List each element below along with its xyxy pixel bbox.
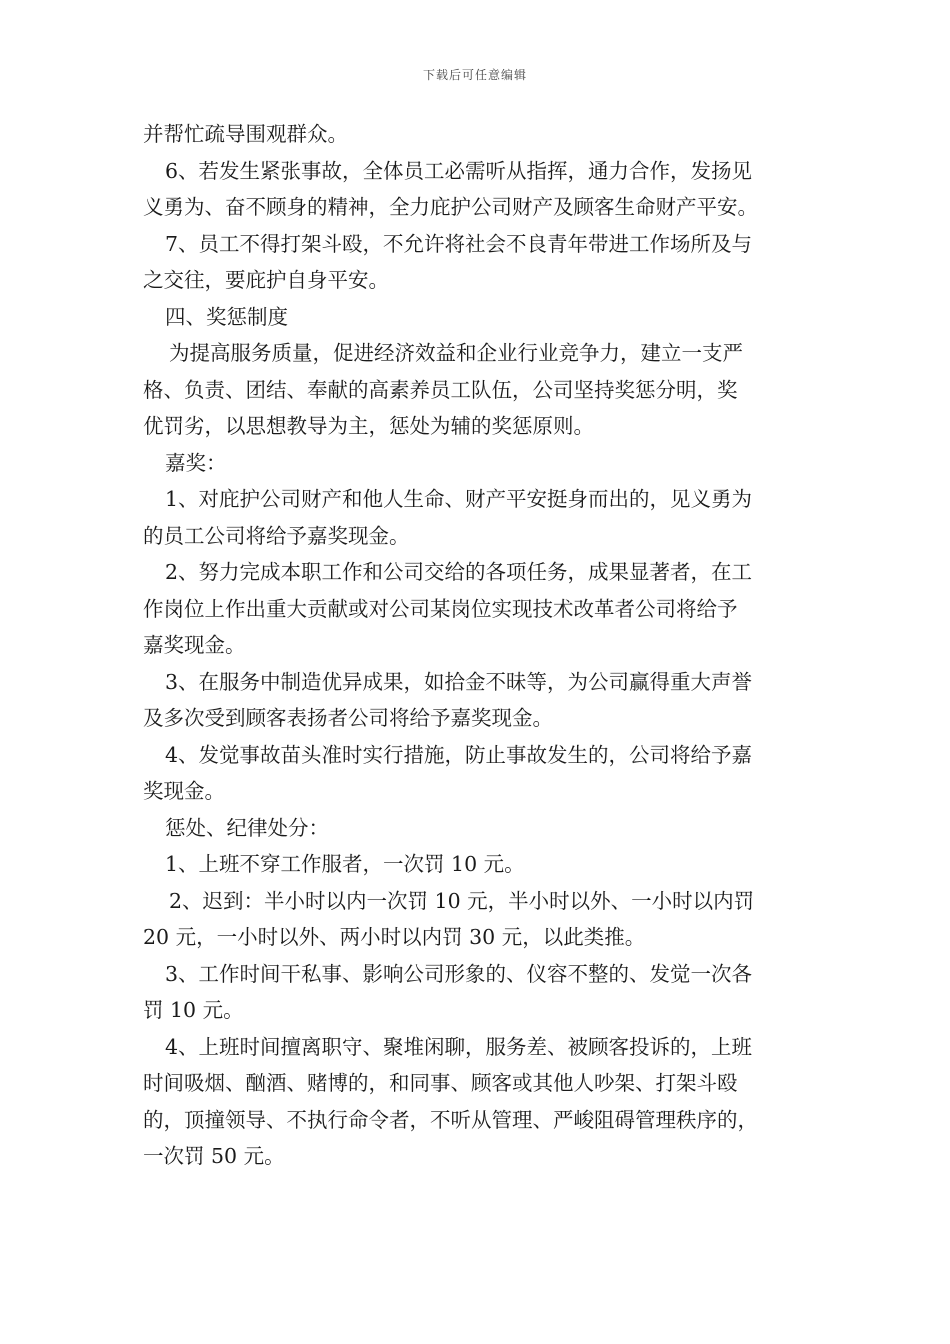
text-line: 1、对庇护公司财产和他人生命、财产平安挺身而出的，见义勇为 [165, 487, 753, 511]
text-line: 20 元，一小时以外、两小时以内罚 30 元，以此类推。 [143, 925, 646, 949]
text-line: 3、在服务中制造优异成果，如拾金不昧等，为公司赢得重大声誉 [165, 669, 753, 694]
text-line: 罚 10 元。 [143, 998, 244, 1022]
text-line: 时间吸烟、酗酒、赌博的，和同事、顾客或其他人吵架、打架斗殴 [143, 1071, 738, 1095]
text-line: 优罚劣，以思想教导为主，惩处为辅的奖惩原则。 [143, 414, 594, 438]
text-line: 4、发觉事故苗头准时实行措施，防止事故发生的，公司将给予嘉 [165, 742, 753, 767]
text-line: 的，顶撞领导、不执行命令者，不听从管理、严峻阻碍管理秩序的， [143, 1107, 758, 1132]
text-line: 7、员工不得打架斗殴，不允许将社会不良青年带进工作场所及与 [165, 231, 753, 256]
text-line: 2、努力完成本职工作和公司交给的各项任务，成果显著者，在工 [165, 560, 753, 584]
text-line: 四、奖惩制度 [165, 304, 288, 329]
text-line: 的员工公司将给予嘉奖现金。 [143, 523, 410, 548]
text-line: 及多次受到顾客表扬者公司将给予嘉奖现金。 [143, 706, 553, 730]
text-line: 嘉奖： [165, 450, 227, 475]
text-line: 2、迟到：半小时以内一次罚 10 元，半小时以外、一小时以内罚 [169, 888, 755, 913]
text-line: 奖现金。 [143, 779, 225, 803]
text-line: 格、负责、团结、奉献的高素养员工队伍，公司坚持奖惩分明，奖 [143, 377, 738, 402]
text-line: 为提高服务质量，促进经济效益和企业行业竞争力，建立一支严 [169, 341, 743, 365]
text-line: 嘉奖现金。 [143, 633, 246, 657]
text-line: 6、若发生紧张事故，全体员工必需听从指挥，通力合作，发扬见 [165, 158, 753, 183]
page-header: 下载后可任意编辑 [422, 68, 527, 82]
text-line: 4、上班时间擅离职守、聚堆闲聊，服务差、被顾客投诉的，上班 [165, 1034, 753, 1059]
text-line: 并帮忙疏导围观群众。 [143, 122, 348, 146]
text-line: 之交往，要庇护自身平安。 [143, 268, 389, 292]
text-line: 一次罚 50 元。 [143, 1144, 285, 1168]
text-line: 1、上班不穿工作服者，一次罚 10 元。 [165, 852, 525, 876]
document-body [143, 116, 815, 1175]
text-line: 惩处、纪律处分： [165, 815, 329, 840]
text-line: 作岗位上作出重大贡献或对公司某岗位实现技术改革者公司将给予 [143, 596, 738, 621]
text-line: 3、工作时间干私事、影响公司形象的、仪容不整的、发觉一次各 [165, 961, 753, 986]
text-line: 义勇为、奋不顾身的精神，全力庇护公司财产及顾客生命财产平安。 [143, 195, 758, 219]
